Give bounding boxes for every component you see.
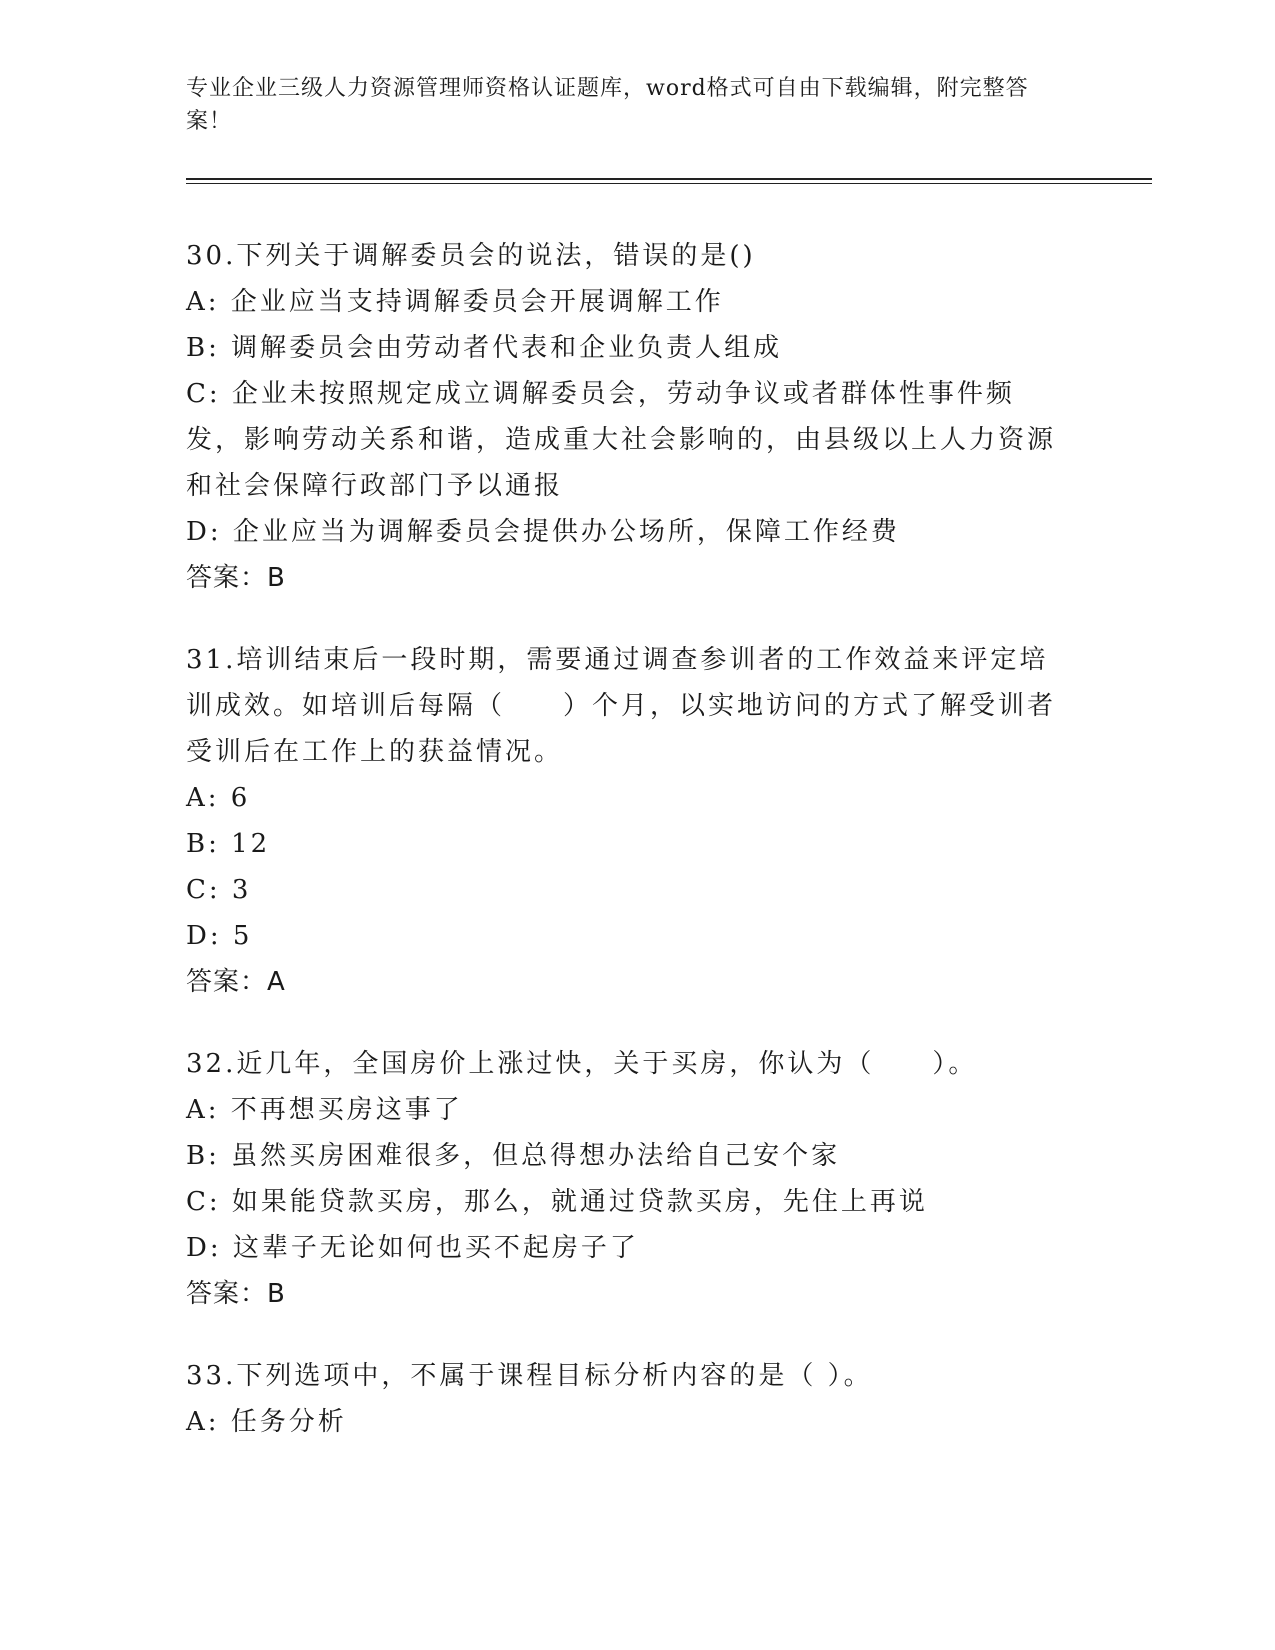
document-header: 专业企业三级人力资源管理师资格认证题库，word格式可自由下载编辑，附完整答案！ [186,76,1029,134]
option-a: A: 6 [186,783,251,813]
question-stem: 31.培训结束后一段时期，需要通过调查参训者的工作效益来评定培训成效。如培训后每隔（ ）个月，以实地访问的方式了解受训者受训后在工作上的获益情况。 [186,645,1057,767]
question-stem: 33.下列选项中，不属于课程目标分析内容的是（ ）。 [186,1361,873,1391]
question-32 [186,1041,1086,1317]
option-d: D: 5 [186,921,253,951]
option-b: B: 调解委员会由劳动者代表和企业负责人组成 [186,333,783,363]
question-33 [186,1353,1086,1445]
option-d: D: 企业应当为调解委员会提供办公场所，保障工作经费 [186,517,900,547]
option-c: C: 企业未按照规定成立调解委员会，劳动争议或者群体性事件频发，影响劳动关系和谐，造成重大社会影响的，由县级以上人力资源和社会保障行政部门予以通报 [186,379,1057,501]
answer-line: 答案：B [186,563,286,593]
question-stem: 30.下列关于调解委员会的说法，错误的是() [186,241,756,271]
option-a: A: 企业应当支持调解委员会开展调解工作 [186,287,724,317]
question-31 [186,637,1086,1005]
answer-line: 答案：B [186,1279,286,1309]
option-b: B: 虽然买房困难很多，但总得想办法给自己安个家 [186,1141,841,1171]
question-30 [186,233,1086,601]
option-b: B: 12 [186,829,271,859]
option-c: C: 3 [186,875,252,905]
answer-line: 答案：A [186,967,286,997]
header-rule-thick [186,178,1152,180]
option-c: C: 如果能贷款买房，那么，就通过贷款买房，先住上再说 [186,1187,928,1217]
option-d: D: 这辈子无论如何也买不起房子了 [186,1233,639,1263]
question-list [186,233,1086,1481]
option-a: A: 不再想买房这事了 [186,1095,463,1125]
header-rule-thin [186,183,1152,184]
option-a: A: 任务分析 [186,1407,347,1437]
question-stem: 32.近几年，全国房价上涨过快，关于买房，你认为（ ）。 [186,1049,978,1079]
